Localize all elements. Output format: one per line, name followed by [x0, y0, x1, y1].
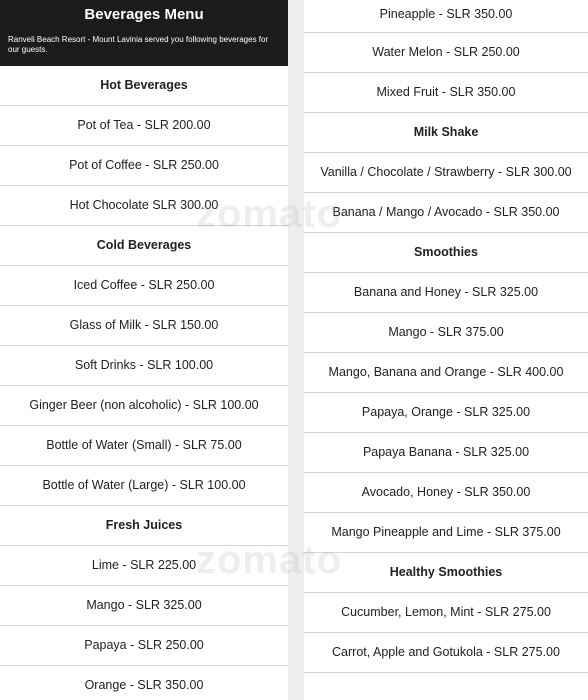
menu-item: Carrot, Apple and Gotukola - SLR 275.00: [304, 633, 588, 673]
menu-item: Mango Pineapple and Lime - SLR 375.00: [304, 513, 588, 553]
right-item-list: [304, 0, 588, 673]
menu-item: Mixed Fruit - SLR 350.00: [304, 73, 588, 113]
menu-item: Mango - SLR 325.00: [0, 586, 288, 626]
menu-item: Papaya, Orange - SLR 325.00: [304, 393, 588, 433]
menu-item: Banana and Honey - SLR 325.00: [304, 273, 588, 313]
menu-column-left: [0, 0, 288, 700]
menu-item: Soft Drinks - SLR 100.00: [0, 346, 288, 386]
menu-item: Orange - SLR 350.00: [0, 666, 288, 700]
section-heading: Smoothies: [304, 233, 588, 273]
menu-item: Glass of Milk - SLR 150.00: [0, 306, 288, 346]
menu-item: Papaya - SLR 250.00: [0, 626, 288, 666]
menu-item: Vanilla / Chocolate / Strawberry - SLR 300.00: [304, 153, 588, 193]
section-heading: Fresh Juices: [0, 506, 288, 546]
left-item-list: [0, 66, 288, 700]
menu-item: Cucumber, Lemon, Mint - SLR 275.00: [304, 593, 588, 633]
section-heading: Healthy Smoothies: [304, 553, 588, 593]
menu-item: Bottle of Water (Large) - SLR 100.00: [0, 466, 288, 506]
menu-item: Water Melon - SLR 250.00: [304, 33, 588, 73]
menu-item: Avocado, Honey - SLR 350.00: [304, 473, 588, 513]
menu-item: Pot of Tea - SLR 200.00: [0, 106, 288, 146]
menu-item: Bottle of Water (Small) - SLR 75.00: [0, 426, 288, 466]
menu-column-right: [304, 0, 588, 700]
menu-item: Banana / Mango / Avocado - SLR 350.00: [304, 193, 588, 233]
menu-item: Mango - SLR 375.00: [304, 313, 588, 353]
menu-item: Mango, Banana and Orange - SLR 400.00: [304, 353, 588, 393]
section-heading: Milk Shake: [304, 113, 588, 153]
menu-item: Iced Coffee - SLR 250.00: [0, 266, 288, 306]
menu-item: Papaya Banana - SLR 325.00: [304, 433, 588, 473]
menu-item: Pineapple - SLR 350.00: [304, 0, 588, 33]
section-heading: Cold Beverages: [0, 226, 288, 266]
section-heading: Hot Beverages: [0, 66, 288, 106]
menu-title: Beverages Menu: [84, 6, 204, 23]
menu-subtitle: Ranveli Beach Resort - Mount Lavinia served you following beverages for our guests.: [8, 35, 269, 54]
menu-header: [0, 0, 288, 66]
menu-item: Ginger Beer (non alcoholic) - SLR 100.00: [0, 386, 288, 426]
menu-item: Pot of Coffee - SLR 250.00: [0, 146, 288, 186]
menu-item: Hot Chocolate SLR 300.00: [0, 186, 288, 226]
menu-item: Lime - SLR 225.00: [0, 546, 288, 586]
